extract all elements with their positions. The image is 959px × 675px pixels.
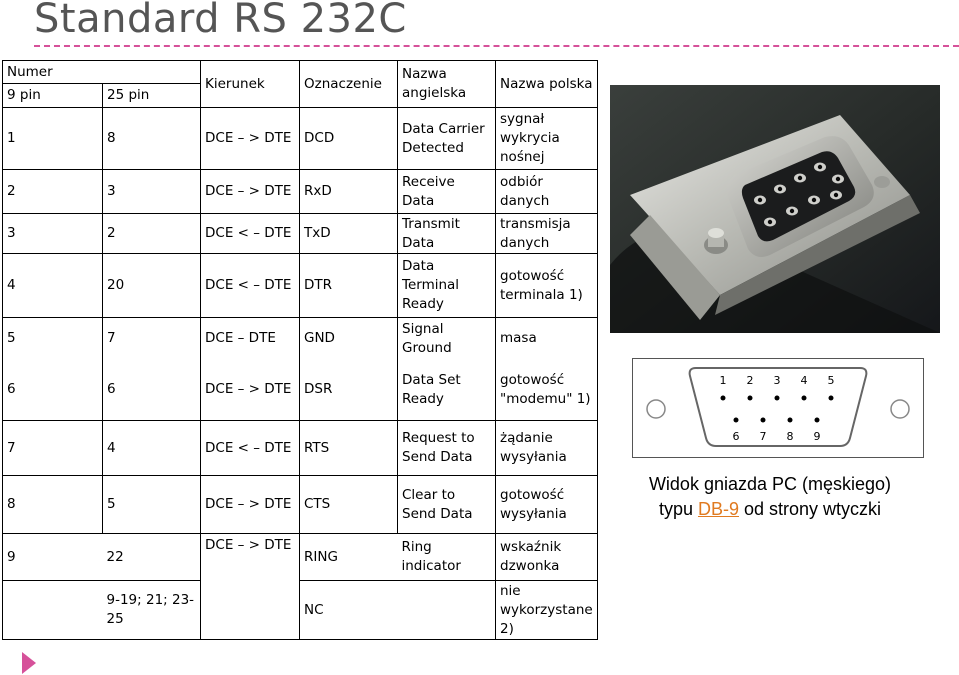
cell-name-en: Request to Send Data (398, 421, 496, 476)
pin-dot-icon (761, 418, 766, 423)
pin-dot-icon (829, 396, 834, 401)
cell-direction: DCE – DTE (201, 318, 300, 360)
cell-name-pl: masa (496, 318, 598, 360)
header-nazwa-polska: Nazwa polska (496, 61, 598, 108)
header-oznaczenie: Oznaczenie (300, 61, 398, 108)
cell-pin25: 4 (103, 421, 201, 476)
cell-pin9: 7 (3, 421, 103, 476)
table-row (3, 581, 598, 640)
pin-dot-icon (721, 396, 726, 401)
connector-photo (610, 85, 940, 333)
cell-pin25: 2 (103, 214, 201, 254)
cell-name-en: Ring indicator (398, 534, 496, 581)
cell-name-en: Transmit Data (398, 214, 496, 254)
pin-number-label: 4 (800, 374, 808, 387)
cell-name-en: Data Terminal Ready (398, 254, 496, 318)
cell-name-pl: żądanie wysyłania (496, 421, 598, 476)
table-row (3, 214, 598, 254)
db9-connector-photo-icon (610, 85, 940, 333)
db9-link[interactable]: DB-9 (697, 499, 739, 519)
table-row (3, 360, 598, 421)
pin-dot-icon (734, 418, 739, 423)
cell-pin9: 4 (3, 254, 103, 318)
caption-line-2 (600, 497, 940, 522)
cell-name-pl: odbiór danych (496, 170, 598, 214)
next-slide-arrow-icon[interactable] (22, 652, 36, 674)
cell-name-pl: gotowość wysyłania (496, 476, 598, 534)
cell-signal: DCD (300, 108, 398, 170)
cell-pin25: 3 (103, 170, 201, 214)
cell-pin9 (3, 581, 103, 640)
page-title: Standard RS 232C (34, 0, 407, 42)
pin-dot-icon (802, 396, 807, 401)
pin-dot-icon (748, 396, 753, 401)
header-numer: Numer (3, 61, 201, 84)
table-row (3, 421, 598, 476)
cell-name-pl: wskaźnik dzwonka (496, 534, 598, 581)
cell-pin25: 5 (103, 476, 201, 534)
cell-pin9: 9 (3, 534, 103, 581)
cell-name-pl: transmisja danych (496, 214, 598, 254)
pin-number-label: 1 (719, 374, 727, 387)
pin-dot-icon (788, 418, 793, 423)
cell-name-pl: sygnał wykrycia nośnej (496, 108, 598, 170)
mount-hole-left-icon (647, 400, 665, 418)
db9-male-connector-icon (632, 358, 924, 458)
cell-signal: GND (300, 318, 398, 360)
cell-pin25: 9-19; 21; 23-25 (103, 581, 201, 640)
mount-hole-right-icon (891, 400, 909, 418)
cell-signal: RING (300, 534, 398, 581)
header-kierunek: Kierunek (201, 61, 300, 108)
diagram-caption (600, 472, 940, 522)
cell-pin25: 22 (103, 534, 201, 581)
cell-name-pl: gotowość "modemu" 1) (496, 360, 598, 421)
caption-suffix: od strony wtyczki (739, 499, 882, 519)
header-25pin: 25 pin (103, 84, 201, 108)
table-row (3, 254, 598, 318)
pin-number-label: 6 (732, 430, 740, 443)
cell-signal: TxD (300, 214, 398, 254)
cell-name-en: Clear to Send Data (398, 476, 496, 534)
pin-number-label: 9 (813, 430, 821, 443)
cell-signal: NC (300, 581, 398, 640)
cell-direction: DCE – > DTE (201, 360, 300, 421)
cell-name-en: Receive Data (398, 170, 496, 214)
pin-number-label: 7 (759, 430, 767, 443)
cell-direction: DCE < – DTE (201, 214, 300, 254)
table-row (3, 534, 598, 581)
cell-signal: RxD (300, 170, 398, 214)
cell-name-en: Data Set Ready (398, 360, 496, 421)
cell-name-pl: gotowość terminala 1) (496, 254, 598, 318)
cell-name-en: Data Carrier Detected (398, 108, 496, 170)
cell-pin9: 2 (3, 170, 103, 214)
cell-pin25: 20 (103, 254, 201, 318)
table-row (3, 108, 598, 170)
pin-dot-icon (775, 396, 780, 401)
pin-number-label: 2 (746, 374, 754, 387)
header-9pin: 9 pin (3, 84, 103, 108)
cell-direction: DCE – > DTE (201, 170, 300, 214)
pin-number-label: 5 (827, 374, 835, 387)
caption-line-1: Widok gniazda PC (męskiego) (648, 474, 892, 494)
table-row (3, 318, 598, 360)
cell-pin25: 7 (103, 318, 201, 360)
cell-name-pl: nie wykorzystane 2) (496, 581, 598, 640)
cell-pin25: 8 (103, 108, 201, 170)
cell-direction: DCE – > DTE (201, 108, 300, 170)
cell-pin25: 6 (103, 360, 201, 421)
cell-signal: DSR (300, 360, 398, 421)
cell-name-en: Signal Ground (398, 318, 496, 360)
pin-dot-icon (815, 418, 820, 423)
cell-name-en (398, 581, 496, 640)
cell-pin9: 1 (3, 108, 103, 170)
cell-direction: DCE – > DTE (201, 534, 300, 640)
table-row (3, 476, 598, 534)
pin-number-label: 8 (786, 430, 794, 443)
cell-direction: DCE – > DTE (201, 476, 300, 534)
header-nazwa-angielska: Nazwa angielska (398, 61, 496, 108)
rs232-table (2, 60, 598, 640)
cell-pin9: 6 (3, 360, 103, 421)
cell-direction: DCE < – DTE (201, 254, 300, 318)
cell-pin9: 5 (3, 318, 103, 360)
cell-direction: DCE < – DTE (201, 421, 300, 476)
pin-number-label: 3 (773, 374, 781, 387)
cell-pin9: 3 (3, 214, 103, 254)
cell-signal: RTS (300, 421, 398, 476)
table-row (3, 170, 598, 214)
cell-signal: CTS (300, 476, 398, 534)
db9-pin-diagram (632, 358, 924, 458)
table-header-row (3, 61, 598, 84)
cell-signal: DTR (300, 254, 398, 318)
title-divider (34, 45, 959, 47)
cell-pin9: 8 (3, 476, 103, 534)
caption-prefix: typu (658, 499, 698, 519)
